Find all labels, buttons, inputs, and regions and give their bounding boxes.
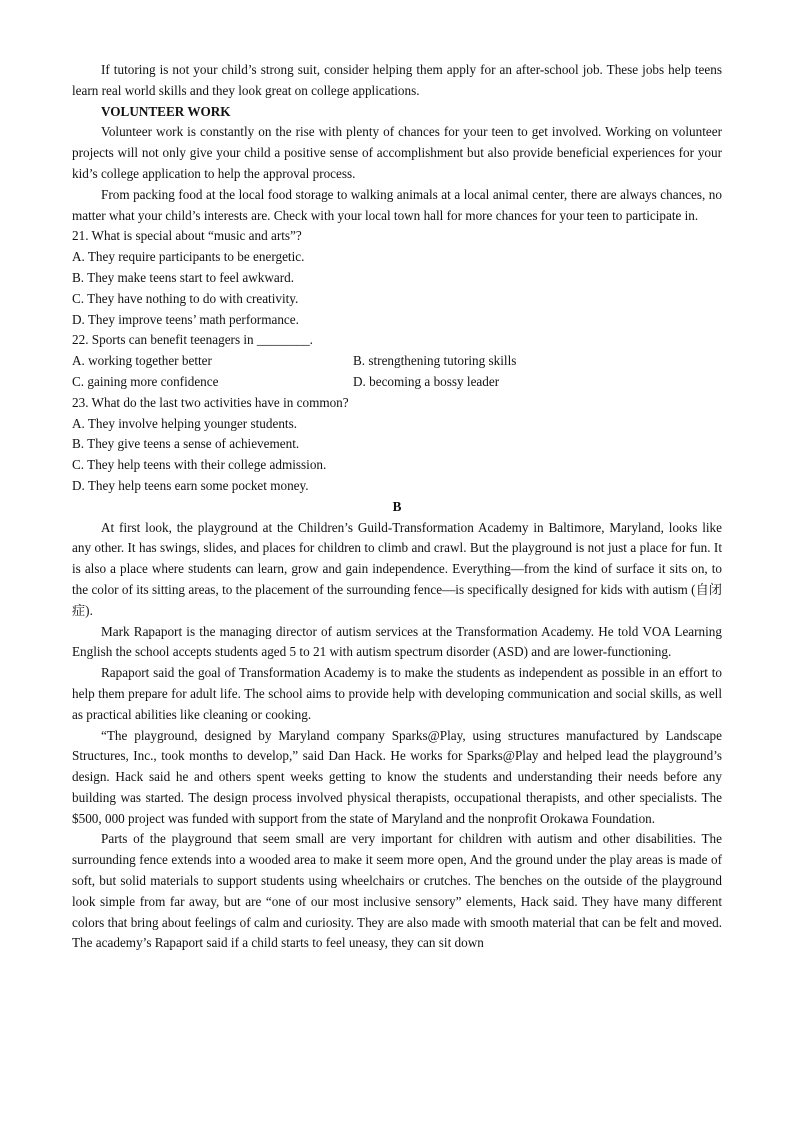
question-22-option-d: D. becoming a bossy leader — [353, 373, 500, 389]
question-21-option-c: C. They have nothing to do with creativity. — [72, 290, 299, 306]
question-22 — [72, 330, 722, 392]
paragraph-after-school-job: If tutoring is not your child’s strong suit, consider helping them apply for an after-school job. These jobs help teens learn real world skills and they look great on college applications. — [72, 62, 722, 98]
question-23-option-b: B. They give teens a sense of achievement. — [72, 436, 300, 452]
question-21 — [72, 226, 722, 330]
question-23-option-c: C. They help teens with their college admission. — [72, 457, 327, 473]
paragraph-playground-design: “The playground, designed by Maryland company Sparks@Play, using structures manufactured by Landscape Structures, Inc., took months to develop,” said Dan Hack. He works for Sparks@Play and helped lead the playground’s design. Hack said he and others spent weeks getting to know the students and understanding their needs before any building was started. The design process involved physical therapists, occupational therapists, and other specialists. The $500, 000 project was funded with support from the state of Maryland and the nonprofit Orokawa Foundation. — [72, 727, 722, 826]
question-21-option-b: B. They make teens start to feel awkward. — [72, 269, 295, 285]
question-23 — [72, 393, 722, 497]
paragraph-volunteer-work: Volunteer work is constantly on the rise with plenty of chances for your teen to get involved. Working on volunteer projects will not only give your child a positive sense of accomplishment but also provide beneficial experiences for your kid’s college application to help the approval process. — [72, 124, 722, 181]
paragraph-playground-parts: Parts of the playground that seem small are very important for children with autism and other disabilities. The surrounding fence extends into a wooded area to make it seem more open, And the ground under the play areas is made of soft, but solid materials to support students using wheelchairs or crutches. The benches on the outside of the playground look simple from far away, but are “one of our most inclusive sensory” elements, Hack said. They have many different colors that bring about feelings of calm and curiosity. They are also made with smooth material that can be felt and moved. The academy’s Rapaport said if a child starts to feel uneasy, they can sit down — [72, 831, 722, 951]
question-21-stem: 21. What is special about “music and arts”? — [72, 228, 302, 244]
question-22-option-a: A. working together better — [72, 353, 212, 369]
question-22-options-row-2 — [72, 372, 722, 393]
question-21-option-d: D. They improve teens’ math performance. — [72, 311, 299, 327]
section-b-title: B — [392, 498, 402, 514]
question-23-option-d: D. They help teens earn some pocket money. — [72, 477, 309, 493]
paragraph-playground-intro: At first look, the playground at the Children’s Guild-Transformation Academy in Baltimore, Maryland, looks like any other. It has swings, slides, and places for children to climb and crawl. But the playground is not just a place for fun. It is also a place where students can learn, grow and gain independence. Everything—from the kind of surface it sits on, to the color of its sitting areas, to the placement of the surrounding fence—is specifically designed for kids with autism (自闭症). — [72, 519, 722, 618]
question-22-option-c: C. gaining more confidence — [72, 373, 219, 389]
question-22-options-row-1 — [72, 351, 722, 372]
question-21-option-a: A. They require participants to be energetic. — [72, 249, 305, 265]
question-23-option-a: A. They involve helping younger students. — [72, 415, 298, 431]
question-22-option-b: B. strengthening tutoring skills — [353, 353, 517, 369]
question-23-stem: 23. What do the last two activities have in common? — [72, 394, 349, 410]
heading-volunteer-work: VOLUNTEER WORK — [101, 103, 231, 119]
paragraph-volunteer-chances: From packing food at the local food storage to walking animals at a local animal center, there are always chances, no matter what your child’s interests are. Check with your local town hall for more chances for your teen to participate in. — [72, 186, 722, 223]
exam-page — [72, 60, 722, 954]
question-22-stem: 22. Sports can benefit teenagers in ________. — [72, 332, 313, 348]
paragraph-mark-rapaport: Mark Rapaport is the managing director of autism services at the Transformation Academy. He told VOA Learning English the school accepts students aged 5 to 21 with autism spectrum disorder (ASD) and are lower-functioning. — [72, 623, 722, 660]
paragraph-academy-goal: Rapaport said the goal of Transformation Academy is to make the students as independent as possible in an effort to help them prepare for adult life. The school aims to provide help with developing communication and social skills, as well as practical abilities like cleaning or cooking. — [72, 665, 722, 722]
